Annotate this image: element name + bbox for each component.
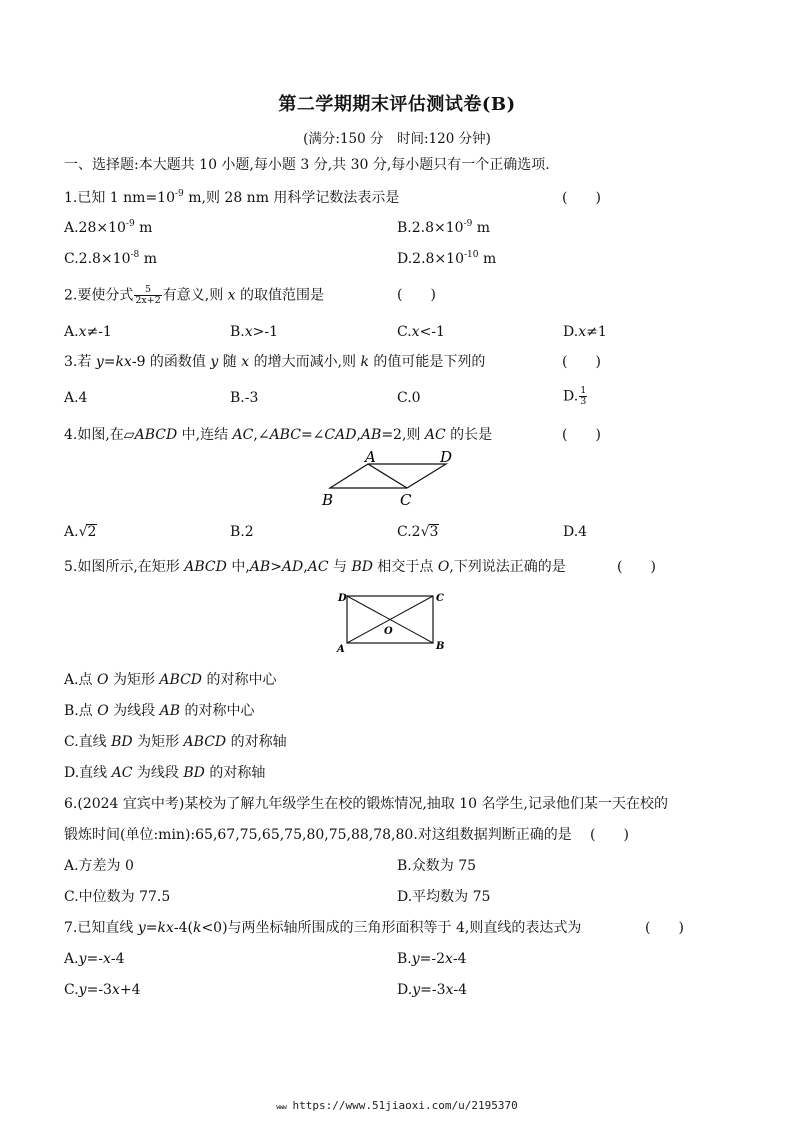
label-d: D — [338, 593, 347, 604]
label-b: B — [436, 641, 445, 652]
q4-option-c: C.2√3 — [397, 524, 439, 540]
footer-url[interactable] — [0, 1099, 794, 1112]
q3-option-c: C.0 — [397, 390, 421, 406]
page-title: 第二学期期末评估测试卷(B) — [278, 94, 516, 115]
q4-option-d: D.4 — [563, 524, 588, 540]
q2-option-c: C.x<-1 — [397, 324, 445, 340]
q7-option-c: C.y=-3x+4 — [64, 982, 141, 998]
label-c: C — [436, 593, 444, 604]
q2-option-a: A.x≠-1 — [64, 324, 112, 340]
question-6-line-2: 锻炼时间(单位:min):65,67,75,65,75,80,75,88,78,80.对这组数据判断正确的是 — [64, 827, 572, 843]
question-1: 1.已知 1 $nm=10^{-9}$ m,则 28 nm 用科学记数法表示是 — [64, 189, 400, 206]
answer-blank-7: ( ) — [645, 920, 684, 936]
q2-option-b: B.x>-1 — [230, 324, 279, 340]
answer-blank-2: ( ) — [397, 287, 436, 303]
q5-option-d: D.直线 AC 为线段 BD 的对称轴 — [64, 765, 266, 781]
q1-option-b: $B.2.8\times 10^{-9}$ m — [397, 219, 491, 236]
q4-option-a: A.√2 — [64, 524, 97, 540]
q5-option-c: C.直线 BD 为矩形 ABCD 的对称轴 — [64, 734, 287, 750]
question-3: 3.若 y=kx-9 的函数值 y 随 x 的增大而减小,则 k 的值可能是下列的 — [64, 354, 486, 370]
q7-option-a: A.y=-x-4 — [64, 951, 125, 967]
answer-blank-5: ( ) — [617, 559, 656, 575]
q1-option-d: $D.2.8\times 10^{-10}$ m — [397, 250, 497, 267]
label-b: B — [322, 491, 334, 509]
question-2: 2.要使分式 $\frac{5}{2x+2}$ 有意义,则 x 的取值范围是 — [64, 284, 325, 306]
q3-option-d: D. $\frac{1}{3}$ — [563, 385, 587, 407]
footer-link[interactable]: https://www.51jiaoxi.com/u/2195370 — [285, 1099, 518, 1112]
q7-option-b: B.y=-2x-4 — [397, 951, 467, 967]
q3-option-a: A.4 — [64, 390, 88, 406]
answer-blank-6: ( ) — [590, 827, 629, 843]
question-6-line-1: 6.(2024 宜宾中考)某校为了解九年级学生在校的锻炼情况,抽取 10 名学生,记录他们某一天在校的 — [64, 796, 668, 812]
rectangle-figure — [332, 588, 452, 654]
footer-prefix: www — [276, 1103, 286, 1111]
fraction: $\frac{5}{2x+2}$ — [135, 284, 161, 306]
label-o: O — [384, 626, 393, 637]
fraction: $\frac{1}{3}$ — [580, 385, 587, 407]
label-a: A — [337, 644, 345, 654]
q6-option-d: D.平均数为 75 — [397, 889, 491, 905]
q5-option-b: B.点 O 为线段 AB 的对称中心 — [64, 703, 255, 719]
label-d: D — [440, 448, 453, 466]
diagonal-ac — [368, 464, 407, 488]
question-7: 7.已知直线 y=kx-4(k<0)与两坐标轴所围成的三角形面积等于 4,则直线的表达式为 — [64, 920, 582, 936]
question-4: 4.如图,在▱ABCD 中,连结 AC,∠ABC=∠CAD,AB=2,则 AC 的长是 — [64, 427, 493, 443]
q3-option-b: B.-3 — [230, 390, 259, 406]
answer-blank-3: ( ) — [562, 354, 601, 370]
q6-option-a: A.方差为 0 — [64, 858, 134, 874]
section-heading: 一、选择题:本大题共 10 小题,每小题 3 分,共 30 分,每小题只有一个正确选项. — [64, 157, 550, 173]
question-5: 5.如图所示,在矩形 ABCD 中,AB>AD,AC 与 BD 相交于点 O,下列说法正确的是 — [64, 559, 566, 575]
answer-blank-4: ( ) — [562, 427, 601, 443]
q6-option-b: B.众数为 75 — [397, 858, 477, 874]
q7-option-d: D.y=-3x-4 — [397, 982, 468, 998]
q2-option-d: D.x≠1 — [563, 324, 607, 340]
label-a: A — [365, 448, 376, 466]
q4-option-b: B.2 — [230, 524, 254, 540]
q1-option-c: $C.2.8\times 10^{-8}$ m — [64, 250, 157, 267]
q5-option-a: A.点 O 为矩形 ABCD 的对称中心 — [64, 672, 277, 688]
q6-option-c: C.中位数为 77.5 — [64, 889, 171, 905]
answer-blank-1: ( ) — [562, 190, 601, 206]
label-c: C — [400, 491, 412, 509]
parallelogram-figure — [318, 446, 468, 512]
page-subtitle: (满分:150 分 时间:120 分钟) — [303, 131, 491, 147]
q1-option-a: $A.28\times 10^{-9}$ m — [64, 219, 153, 236]
